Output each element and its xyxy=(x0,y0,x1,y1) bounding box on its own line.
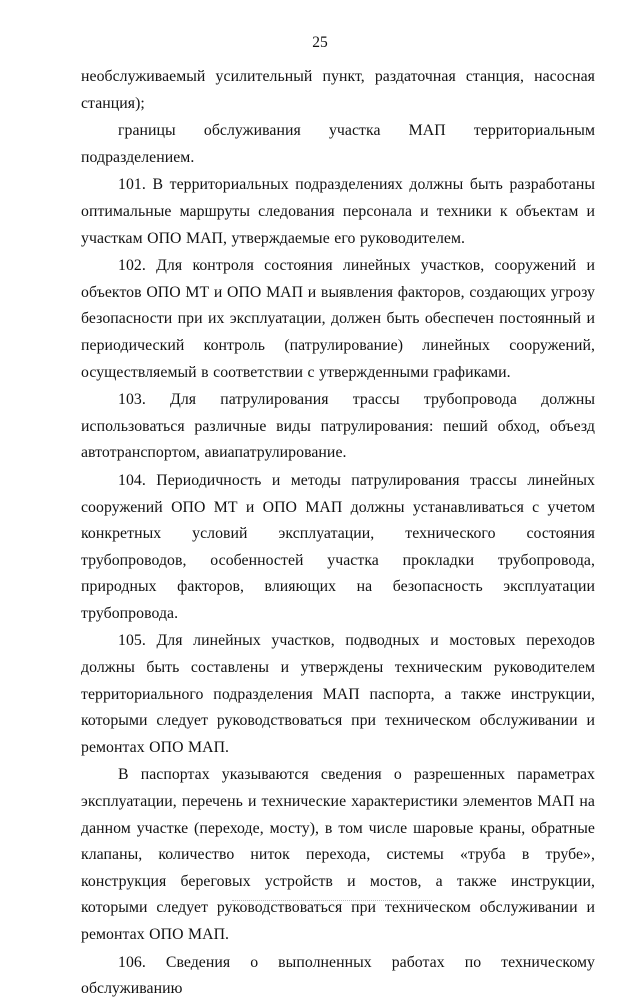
paragraph-106: 106. Сведения о выполненных работах по техническому обслуживанию xyxy=(81,953,595,998)
page-number: 25 xyxy=(312,34,328,51)
paragraph-102: 102. Для контроля состояния линейных участков, сооружений и объектов ОПО МТ и ОПО МАП и выявления факторов, создающих угрозу безопасности при их эксплуатации, должен быть обеспечен постоянный и периодический контроль (патрулирование) линейных сооружений, осуществляемый в соответствии с утвержденными графиками. xyxy=(81,257,595,381)
paragraph-service-boundaries: границы обслуживания участка МАП территориальным подразделением. xyxy=(81,122,595,166)
paragraph-passports: В паспортах указываются сведения о разрешенных параметрах эксплуатации, перечень и технические характеристики элементов МАП на данном участке (переходе, мосту), в том числе шаровые краны, обратные клапаны, количество ниток перехода, системы «труба в трубе», конструкция береговых устройств и мостов, а также инструкции, которыми следует руководствоваться при техническом обслуживании и ремонтах ОПО МАП. xyxy=(81,766,595,943)
paragraph-105: 105. Для линейных участков, подводных и мостовых переходов должны быть составлены и утверждены техническим руководителем территориального подразделения МАП паспорта, а также инструкции, которыми следует руководствоваться при техническом обслуживании и ремонтах ОПО МАП. xyxy=(81,632,595,756)
paragraph-101: 101. В территориальных подразделениях должны быть разработаны оптимальные маршруты следования персонала и техники к объектам и участкам ОПО МАП, утверждаемые его руководителем. xyxy=(81,176,595,247)
document-body xyxy=(81,64,595,1004)
paragraph-103: 103. Для патрулирования трассы трубопровода должны использоваться различные виды патрулирования: пеший обход, объезд автотранспортом, авиапатрулирование. xyxy=(81,391,595,462)
paragraph-104: 104. Периодичность и методы патрулирования трассы линейных сооружений ОПО МТ и ОПО МАП должны устанавливаться с учетом конкретных условий эксплуатации, технического состояния трубопроводов, особенностей участка прокладки трубопровода, природных факторов, влияющих на безопасность эксплуатации трубопровода. xyxy=(81,471,595,622)
scan-artifact xyxy=(232,899,432,901)
paragraph-continuation: необслуживаемый усилительный пункт, раздаточная станция, насосная станция); xyxy=(81,68,595,112)
